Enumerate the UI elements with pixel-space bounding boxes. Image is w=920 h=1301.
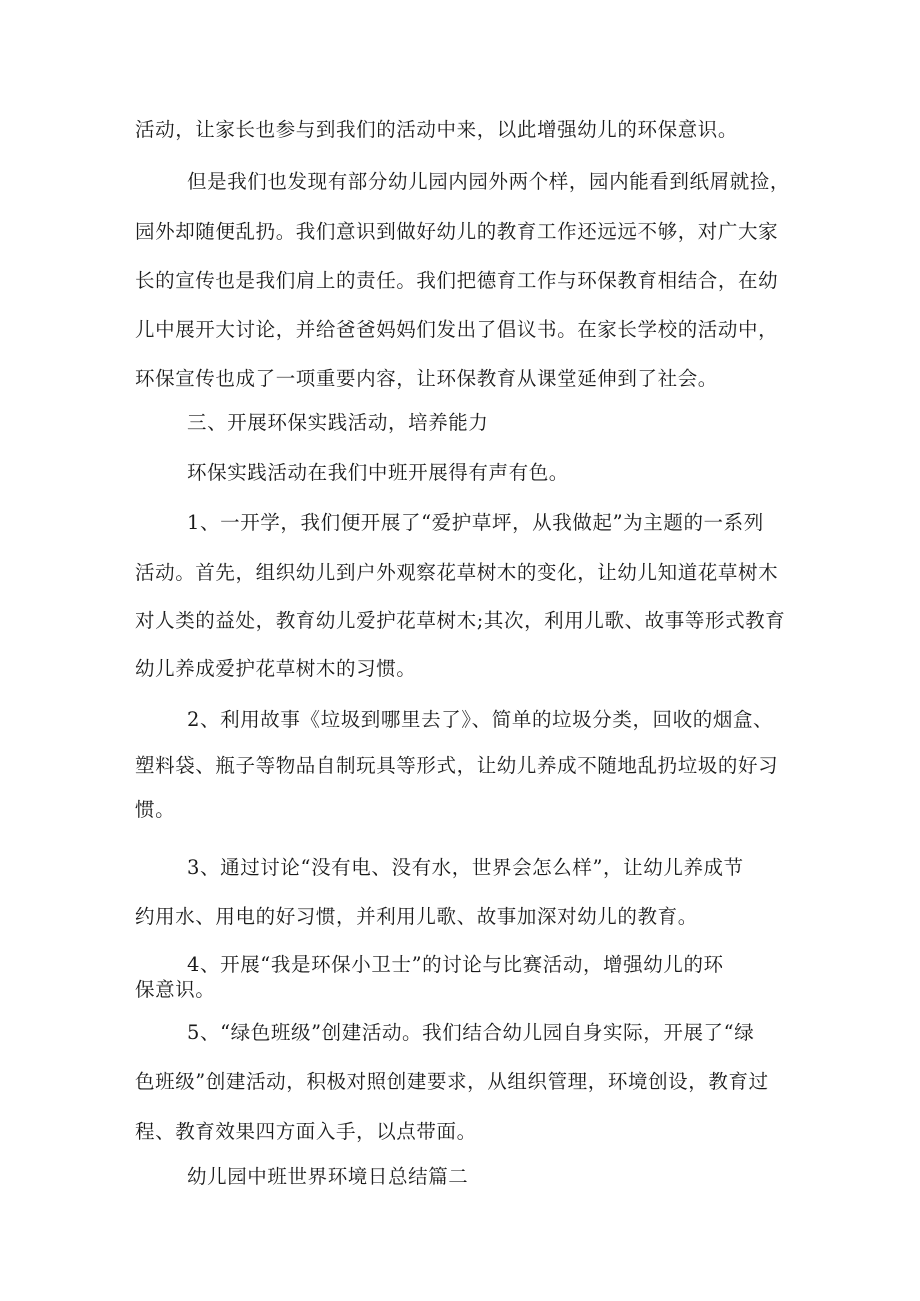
text-line: 活动，让家长也参与到我们的活动中来，以此增强幼儿的环保意识。: [135, 118, 739, 141]
text-line: 环保实践活动在我们中班开展得有声有色。: [187, 461, 569, 484]
text-line: 5、“绿色班级”创建活动。我们结合幼儿园自身实际，开展了“绿: [187, 1021, 755, 1044]
text-line: 长的宣传也是我们肩上的责任。我们把德育工作与环保教育相结合，在幼: [135, 269, 779, 292]
text-line: 环保宣传也成了一项重要内容，让环保教育从课堂延伸到了社会。: [135, 367, 718, 390]
text-line: 幼儿养成爱护花草树木的习惯。: [135, 657, 417, 680]
text-line: 对人类的益处，教育幼儿爱护花草树木;其次，利用儿歌、故事等形式教育: [135, 609, 786, 632]
text-line: 园外却随便乱扔。我们意识到做好幼儿的教育工作还远远不够，对广大家: [135, 220, 779, 243]
text-line: 约用水、用电的好习惯，并利用儿歌、故事加深对幼儿的教育。: [135, 905, 698, 928]
text-line: 塑料袋、瓶子等物品自制玩具等形式，让幼儿养成不随地乱扔垃圾的好习: [135, 754, 779, 777]
text-line: 儿中展开大讨论，并给爸爸妈妈们发出了倡议书。在家长学校的活动中，: [135, 318, 779, 341]
text-line: 3、通过讨论“没有电、没有水，世界会怎么样”，让幼儿养成节: [187, 856, 744, 879]
text-line: 1、一开学，我们便开展了“爱护草坪，从我做起”为主题的一系列: [187, 511, 764, 534]
section-heading: 三、开展环保实践活动，培养能力: [187, 411, 489, 434]
text-line: 程、教育效果四方面入手，以点带面。: [135, 1120, 477, 1143]
text-line: 2、利用故事《垃圾到哪里去了》、简单的垃圾分类，回收的烟盒、: [187, 708, 774, 731]
text-line: 惯。: [135, 798, 176, 821]
section-heading: 幼儿园中班世界环境日总结篇二: [187, 1165, 469, 1188]
text-line: 4、开展“我是环保小卫士”的讨论与比赛活动，增强幼儿的环: [187, 953, 724, 976]
text-line: 色班级”创建活动，积极对照创建要求，从组织管理，环境创设，教育过: [135, 1070, 769, 1093]
text-line: 活动。首先，组织幼儿到户外观察花草树木的变化，让幼儿知道花草树木: [135, 561, 779, 584]
text-line: 但是我们也发现有部分幼儿园内园外两个样，园内能看到纸屑就捡，: [187, 170, 791, 193]
text-line: 保意识。: [135, 978, 216, 1001]
